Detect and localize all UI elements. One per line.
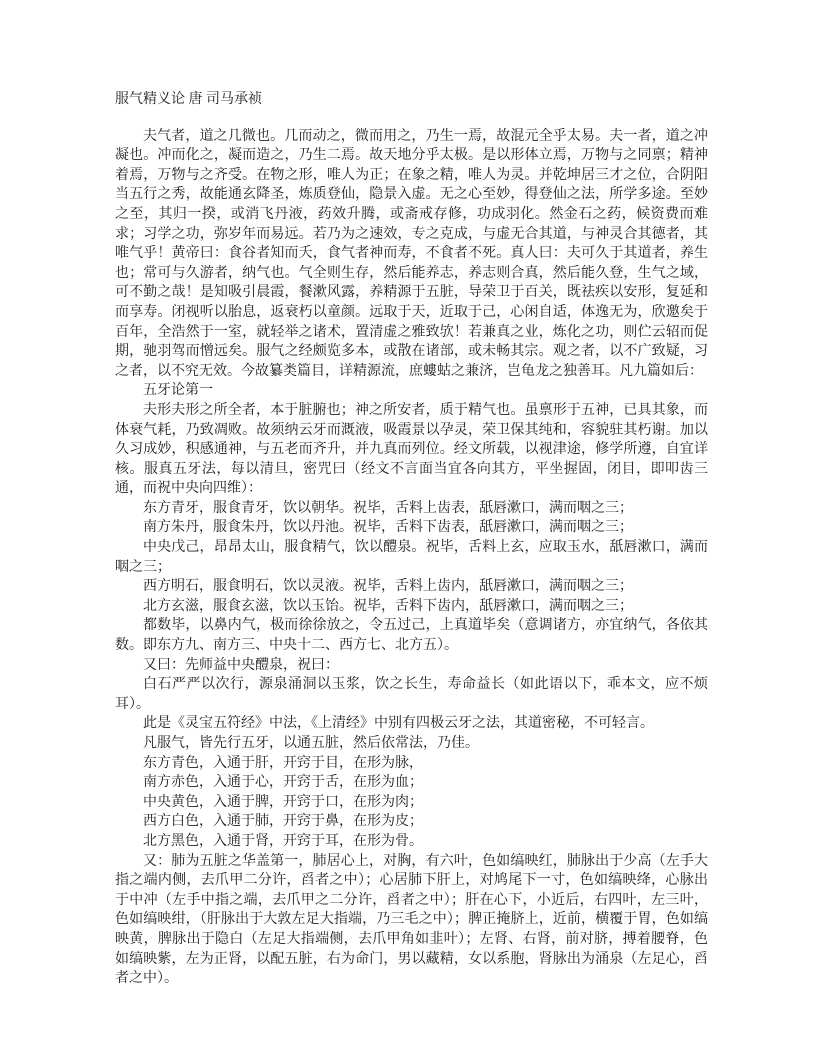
paragraph: 又曰：先师益中央醴泉，祝曰： xyxy=(143,657,339,673)
paragraph: 北方黑色，入通于肾，开窍于耳，在形为骨。 xyxy=(143,833,423,849)
document-body xyxy=(115,127,708,989)
paragraph: 东方青牙，服食青牙，饮以朝华。祝毕，舌料上齿表，舐唇漱口，满而咽之三； xyxy=(143,500,633,516)
paragraph: 南方朱丹，服食朱丹，饮以丹池。祝毕，舌料下齿表，舐唇漱口，满而咽之三； xyxy=(143,520,633,536)
paragraph: 西方白色，入通于肺，开窍于鼻，在形为皮； xyxy=(143,814,423,830)
paragraph: 北方玄滋，服食玄滋，饮以玉饴。祝毕，舌料下齿内，舐唇漱口，满而咽之三； xyxy=(143,598,633,614)
document-title: 服气精义论 唐 司马承祯 xyxy=(115,92,262,107)
paragraph: 夫形夫形之所全者，本于脏腑也；神之所安者，质于精气也。虽禀形于五神，已具其象，而体衰气耗，乃致凋败。故须纳云牙而溉液，吸霞景以孕灵，荣卫保其纯和，容貌驻其朽谢。加以久习成妙，积感通神，与五老而齐升，并九真而列位。经文所载，以视津途，修学所遵，自宜详核。服真五牙法，每以清旦，密咒曰（经文不言面当宜各向其方，平坐握固，闭目，即叩齿三通，而祝中央向四维）： xyxy=(115,402,708,497)
paragraph: 中央戊己，昂昂太山，服食精气，饮以醴泉。祝毕，舌料上玄，应取玉水，舐唇漱口，满而咽之三； xyxy=(115,540,708,575)
paragraph: 又：肺为五脏之华盖第一，肺居心上，对胸，有六叶，色如缟映红，肺脉出于少高（左手大指之端内侧，去爪甲二分许，舀者之中）；心居肺下肝上，对鸠尾下一寸，色如缟映绛，心脉出于中冲（左手中指之端，去爪甲之二分许，舀者之中）；肝在心下，小近后，右四叶，左三叶，色如缟映绀，（肝脉出于大敦左足大指端，乃三毛之中）；脾正掩脐上，近前，横覆于胃，色如缟映黄，脾脉出于隐白（左足大指端侧，去爪甲角如韭叶）；左肾、右肾，前对脐，搏着腰脊，色如缟映紫，左为正肾，以配五脏，右为命门，男以藏精，女以系胞，肾脉出为涌泉（左足心，舀者之中）。 xyxy=(115,853,708,987)
paragraph: 白石严严以次行，源泉涌洞以玉浆，饮之长生，寿命益长（如此语以下，乖本文，应不烦耳）。 xyxy=(115,677,708,712)
paragraph: 凡服气，皆先行五牙，以通五脏，然后依常法，乃佳。 xyxy=(143,736,479,751)
paragraph: 南方赤色，入通于心，开窍于舌，在形为血； xyxy=(143,775,423,791)
paragraph: 此是《灵宝五符经》中法，《上清经》中别有四极云牙之法，其道密秘，不可轻言。 xyxy=(143,716,654,732)
paragraph: 都数毕，以鼻内气，极而徐徐放之，令五过己，上真道毕矣（意调诸方，亦宜纳气，各依其数。即东方九、南方三、中央十二、西方七、北方五）。 xyxy=(115,618,708,654)
paragraph: 东方青色，入通于肝，开窍于目，在形为脉， xyxy=(143,755,423,771)
paragraph: 中央黄色，入通于脾，开窍于口，在形为肉； xyxy=(143,794,423,810)
paragraph: 西方明石，服食明石，饮以灵液。祝毕，舌料上齿内，舐唇漱口，满而咽之三； xyxy=(143,579,633,595)
paragraph: 夫气者，道之几微也。几而动之，微而用之，乃生一焉，故混元全乎太易。夫一者，道之冲凝也。冲而化之，凝而造之，乃生二焉。故天地分乎太极。是以形体立焉，万物与之同禀；精神着焉，万物与之齐受。在物之形，唯人为正；在象之精，唯人为灵。并乾坤居三才之位，合阴阳当五行之秀，故能通玄降圣，炼质登仙，隐景入虚。无之心至妙，得登仙之法，所学多途。至妙之至，其归一揆，或消飞丹液，药效升腾，或斋戒存修，功成羽化。然金石之药，候资费而难求；习学之功，弥岁年而易远。若乃为之速效，专之克成，与虚无合其道，与神灵合其德者，其唯气乎！黄帝曰：食谷者知而夭，食气者神而寿，不食者不死。真人曰：夫可久于其道者，养生也；常可与久游者，纳气也。气全则生存，然后能养志，养志则合真，然后能久登，生气之域，可不勤之哉！是知吸引晨霞，餐漱风露，养精源于五脏，导荣卫于百关，既祛疾以安形，复延和而享寿。闭视听以胎息，返衰朽以童颜。远取于天，近取于己，心闲自适，体逸无为，欣邀矣于百年，全浩然于一室，就轻举之诸术，置清虚之雅致欤！若兼真之业，炼化之功，则伫云轺而促期，驰羽驾而憎远矣。服气之经颇览多本，或散在诸部，或未畅其宗。观之者，以不广致疑，习之者，以不究无效。今故纂类篇目，详精源流，庶螻蛄之兼济，岂龟龙之独善耳。凡九篇如后： xyxy=(115,128,708,379)
section-heading: 五牙论第一 xyxy=(143,383,213,399)
